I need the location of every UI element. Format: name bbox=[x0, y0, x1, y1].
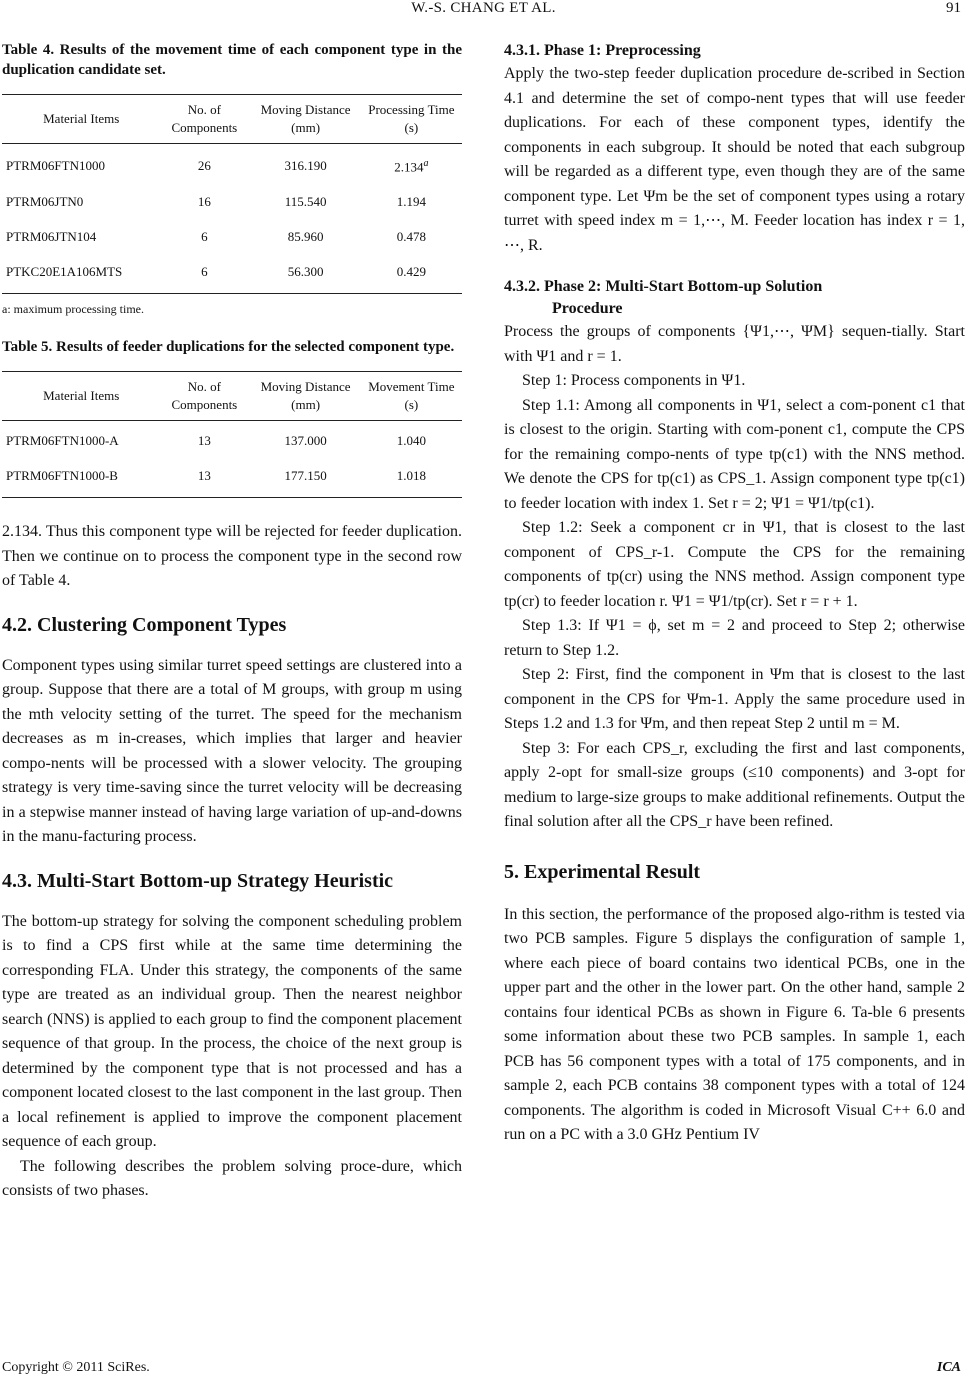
table4-caption: Table 4. Results of the movement time of each component type in the duplication candidate set. bbox=[2, 42, 462, 78]
table4 bbox=[2, 94, 462, 294]
paragraph-4-2: Component types using similar turret speed settings are clustered into a group. Suppose that there are a total of M groups, with group m using the mth velocity setting of the turret. The speed for the mechanism decreases as m in-creases, which implies that larger and heavier compo-nents will be processed with a slower velocity. The grouping strategy is very time-saving since the turret velocity will be decreasing in a stepwise manner instead of having large variation of up-and-downs in the manu-facturing process. bbox=[2, 656, 462, 846]
paragraph-4-3-1: Apply the two-step feeder duplication procedure de-scribed in Section 4.1 and determine the set of compo-nent types that will use feeder duplications. For each of these component types, identify the components in each subgroup. It should be noted that each subgroup will be regarded as a different type, even though they are of the same component type. Let Ψm be the set of component types using a rotary turret with speed index m = 1,⋯, M. Feeder location has index r = 1, ⋯, R. bbox=[504, 65, 965, 254]
table-cell: 13 bbox=[197, 433, 211, 449]
subsection-heading-4-3-2 bbox=[504, 276, 965, 320]
table-row bbox=[2, 184, 462, 219]
left-column bbox=[2, 40, 462, 1204]
table-row bbox=[2, 219, 462, 254]
table5-header-row bbox=[2, 372, 462, 421]
section-heading-5: 5. Experimental Result bbox=[504, 860, 701, 883]
table-row bbox=[2, 144, 462, 185]
table5-header-cell: No. of Components bbox=[158, 372, 250, 421]
page-header bbox=[0, 0, 967, 22]
table-cell bbox=[361, 144, 462, 185]
journal-abbrev: ICA bbox=[936, 1360, 961, 1375]
table-cell: 137.000 bbox=[284, 433, 327, 449]
table-cell: 1.194 bbox=[396, 194, 427, 210]
table-cell: 85.960 bbox=[287, 229, 324, 245]
table5-header-cell: Material Items bbox=[2, 372, 158, 421]
table5-header-cell: Movement Time (s) bbox=[361, 372, 462, 421]
table5-header-cell: Moving Distance (mm) bbox=[250, 372, 360, 421]
table-row bbox=[2, 254, 462, 294]
table-cell: 316.190 bbox=[284, 157, 327, 173]
table-cell: 16 bbox=[197, 194, 211, 210]
step-1-3: Step 1.3: If Ψ1 = ϕ, set m = 2 and proceed to Step 2; otherwise return to Step 1.2. bbox=[504, 617, 965, 659]
table-cell-value: 2.134 bbox=[394, 159, 424, 175]
table4-header-cell: Moving Distance (mm) bbox=[250, 95, 360, 144]
paragraph-4-3-2: Process the groups of components {Ψ1,⋯, ΨM} sequen-tially. Start with Ψ1 and r = 1. bbox=[504, 323, 965, 365]
subsection-title-line-1: 4.3.2. Phase 2: Multi-Start Bottom-up Solution bbox=[504, 278, 823, 295]
table4-header-row bbox=[2, 95, 462, 144]
table-cell: 26 bbox=[197, 157, 211, 173]
paragraph-4-3-a: The bottom-up strategy for solving the component scheduling problem is to find a CPS first while at the same time determining the corresponding FLA. Under this strategy, the components of the same type are treated as an individual group. Then the nearest neighbor search (NNS) is applied to each group to find the component placement sequence of that group. In the process, the choice of the next group is determined by the component type that is not processed and has a component located closest to the last component in the last group. Then a local refinement is applied to improve the component placement sequence of each group. bbox=[2, 912, 462, 1151]
step-1-2: Step 1.2: Seek a component cr in Ψ1, that is closest to the last component of CPS_r-1. Compute the CPS for the remaining components of tp(cr) using the NNS method. Assign component type tp(cr) to feeder location r. Ψ1 = Ψ1/tp(cr). Set r = r + 1. bbox=[504, 519, 965, 610]
table-cell: 6 bbox=[201, 229, 208, 245]
table-cell: 13 bbox=[158, 458, 250, 498]
table-cell: 1.018 bbox=[361, 458, 462, 498]
table4-footnote: a: maximum processing time. bbox=[2, 302, 144, 317]
paragraph-4-3-b: The following describes the problem solving proce-dure, which consists of two phases. bbox=[2, 1157, 462, 1200]
table-cell: 1.040 bbox=[396, 433, 427, 449]
table-row bbox=[2, 458, 462, 498]
table-cell: 0.478 bbox=[396, 229, 427, 245]
page-number: 91 bbox=[946, 0, 961, 16]
table-cell: 56.300 bbox=[250, 254, 360, 294]
step-3: Step 3: For each CPS_r, excluding the first and last components, apply 2-opt for small-size groups (≤10 components) and 3-opt for medium to large-size groups to make additional refinements. Output the final solution after all the CPS_r have been refined. bbox=[504, 739, 965, 830]
table-row bbox=[2, 421, 462, 459]
step-1: Step 1: Process components in Ψ1. bbox=[522, 372, 746, 389]
table4-header-cell: No. of Components bbox=[158, 95, 250, 144]
table4-header-cell: Material Items bbox=[2, 95, 158, 144]
table-cell: 115.540 bbox=[284, 194, 327, 210]
paragraph-continued: 2.134. Thus this component type will be rejected for feeder duplication. Then we continue on to process the component type in the second row of Table 4. bbox=[2, 523, 462, 590]
footnote-mark: a bbox=[423, 158, 429, 169]
table-cell: 0.429 bbox=[361, 254, 462, 294]
subsection-heading-4-3-1: 4.3.1. Phase 1: Preprocessing bbox=[504, 42, 701, 59]
subsection-title-line-2: Procedure bbox=[552, 300, 623, 317]
table-cell: PTRM06FTN1000-A bbox=[6, 433, 119, 449]
table-cell: PTRM06FTN1000-B bbox=[2, 458, 158, 498]
table-cell: PTRM06FTN1000 bbox=[6, 157, 105, 173]
table-cell: PTRM06JTN104 bbox=[6, 229, 97, 245]
table4-header-cell: Processing Time (s) bbox=[361, 95, 462, 144]
table5-caption: Table 5. Results of feeder duplications for the selected component type. bbox=[2, 339, 455, 356]
step-1-1: Step 1.1: Among all components in Ψ1, select a com-ponent c1 that is closest to the origin. Starting with com-ponent c1, compute the CPS for the remaining compo-nents of type tp(c1) with the NNS method. We denote the CPS for tp(c1) as CPS_1. Assign component type tp(c1) to feeder location with index 1. Set r = 2; Ψ1 = Ψ1/tp(c1). bbox=[504, 396, 965, 512]
right-column bbox=[504, 40, 965, 1148]
table-cell: 6 bbox=[158, 254, 250, 294]
table-cell: 177.150 bbox=[250, 458, 360, 498]
table5 bbox=[2, 371, 462, 498]
section-heading-4-3: 4.3. Multi-Start Bottom-up Strategy Heuristic bbox=[2, 869, 394, 892]
table-cell: PTRM06JTN0 bbox=[6, 194, 84, 210]
copyright-notice: Copyright © 2011 SciRes. bbox=[2, 1360, 150, 1375]
table-cell: PTKC20E1A106MTS bbox=[2, 254, 158, 294]
paragraph-5: In this section, the performance of the proposed algo-rithm is tested via two PCB samples. Figure 5 displays the configuration of sample 1, where each piece of board contains two identical PCBs, one in the upper part and the other in the lower part. On the other hand, sample 2 contains four identical PCBs as shown in Figure 6. Ta-ble 6 presents some information about these two PCB samples. In sample 1, each PCB has 56 component types with a total of 175 components, and in sample 2, each PCB contains 38 component types with a total of 124 components. The algorithm is coded in Microsoft Visual C++ 6.0 and run on a PC with a 3.0 GHz Pentium IV bbox=[504, 905, 965, 1143]
step-2: Step 2: First, find the component in Ψm that is closest to the last component in the CPS for Ψm-1. Apply the same procedure used in Steps 1.2 and 1.3 for Ψm, and then repeat Step 2 until m = M. bbox=[504, 666, 965, 732]
section-heading-4-2: 4.2. Clustering Component Types bbox=[2, 613, 287, 636]
running-head: W.-S. CHANG ET AL. bbox=[411, 0, 556, 16]
